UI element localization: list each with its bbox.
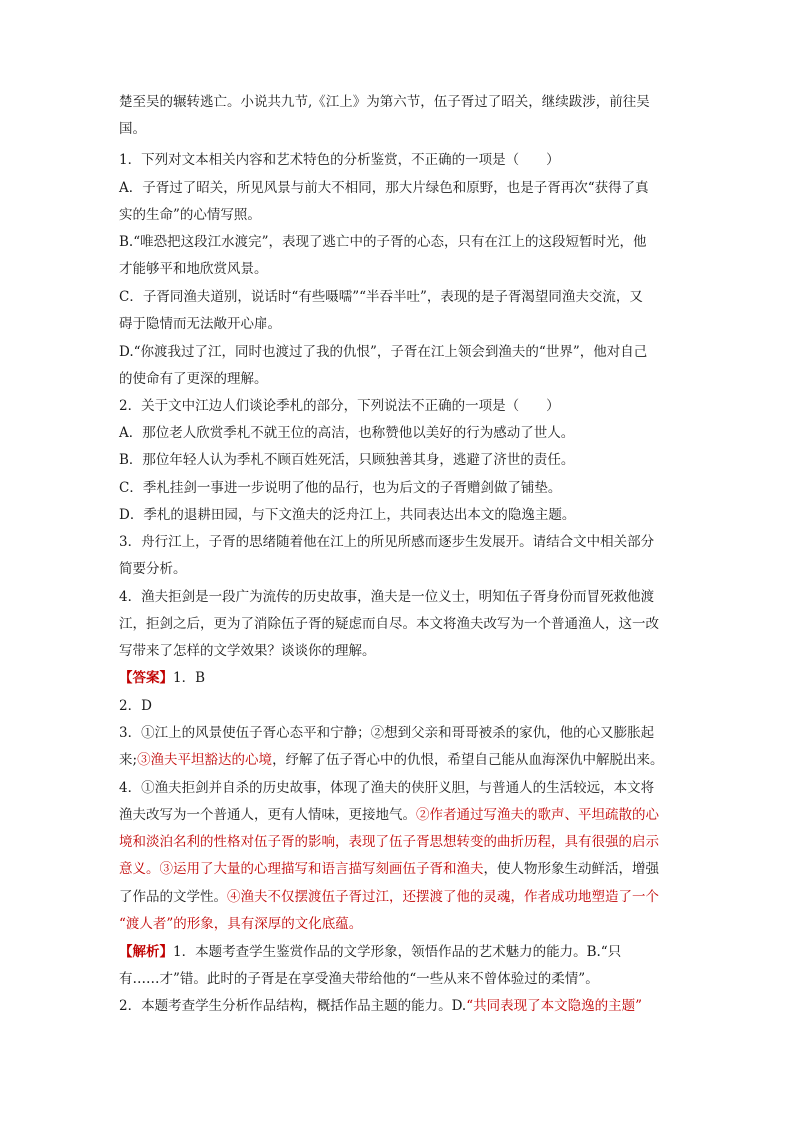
analysis-line: 2．本题考查学生分析作品结构，概括作品主题的能力。D.“共同表现了本文隐逸的主题” <box>119 998 643 1014</box>
option-c-line: C．季札挂剑一事进一步说明了他的品行，也为后文的子胥赠剑做了铺垫。 <box>119 480 562 496</box>
analysis-line: 【解析】1．本题考查学生鉴赏作品的文学形象，领悟作品的艺术魅力的能力。B.“只 <box>119 944 622 960</box>
option-a-line: A．子胥过了昭关，所见风景与前大不相同，那大片绿色和原野，也是子胥再次“获得了真 <box>119 180 649 196</box>
answer-line: 来;③渔夫平坦豁达的心境，纾解了伍子胥心中的仇恨，希望自己能从血海深仇中解脱出来。 <box>119 752 664 768</box>
analysis-line: 有……才”错。此时的子胥是在享受渔夫带给他的“一些从来不曾体验过的柔情”。 <box>119 971 599 987</box>
option-b-line: B．那位年轻人认为季札不顾百姓死活，只顾独善其身，逃避了济世的责任。 <box>119 452 575 468</box>
answer-line: 4．①渔夫拒剑并自杀的历史故事，体现了渔夫的侠肝义胆，与普通人的生活较远，本文将 <box>119 780 655 796</box>
answer-tag: 【答案】 <box>119 670 173 686</box>
answer-line: 2．D <box>119 698 152 714</box>
option-a-line: 实的生命”的心情写照。 <box>119 207 261 223</box>
analysis-tag: 【解析】 <box>119 944 173 960</box>
option-a-line: A．那位老人欣赏季札不就王位的高洁，也称赞他以美好的行为感动了世人。 <box>119 425 575 441</box>
question-4-stem: 江，拒剑之后，更为了消除伍子胥的疑虑而自尽。本文将渔夫改写为一个普通渔人，这一改 <box>119 616 659 632</box>
answer-line: 意义。③运用了大量的心理描写和语言描写刻画伍子胥和渔夫，使人物形象生动鲜活，增强 <box>119 861 659 877</box>
question-3-stem: 简要分析。 <box>119 561 187 577</box>
question-4-stem: 写带来了怎样的文学效果？谈谈你的理解。 <box>119 643 376 659</box>
answer-line: 3．①江上的风景使伍子胥心态平和宁静；②想到父亲和哥哥被杀的家仇，他的心又膨胀起 <box>119 725 655 741</box>
answer-line: “渡人者”的形象，具有深厚的文化底蕴。 <box>119 916 363 932</box>
answer-line: 了作品的文学性。④渔夫不仅摆渡伍子胥过江，还摆渡了他的灵魂，作者成功地塑造了一个 <box>119 889 659 905</box>
option-b-line: 才能够平和地欣赏风景。 <box>119 261 268 277</box>
answer-line: 境和淡泊名利的性格对伍子胥的影响，表现了伍子胥思想转变的曲折历程，具有很强的启示 <box>119 834 659 850</box>
text-line: 楚至吴的辗转逃亡。小说共九节,《江上》为第六节，伍子胥过了昭关，继续跋涉，前往吴 <box>119 94 650 110</box>
question-1-stem: 1．下列对文本相关内容和艺术特色的分析鉴赏，不正确的一项是（ ） <box>119 152 560 168</box>
question-4-stem: 4．渔夫拒剑是一段广为流传的历史故事，渔夫是一位义士，明知伍子胥身份而冒死救他渡 <box>119 589 655 605</box>
option-d-line: 的使命有了更深的理解。 <box>119 371 268 387</box>
question-3-stem: 3．舟行江上，子胥的思绪随着他在江上的所见所感而逐步生发展开。请结合文中相关部分 <box>119 534 655 550</box>
answer-line: 【答案】1．B <box>119 670 206 686</box>
option-d-line: D．季札的退耕田园，与下文渔夫的泛舟江上，共同表达出本文的隐逸主题。 <box>119 507 576 523</box>
option-c-line: C．子胥同渔夫道别，说话时“有些嗫嚅”“半吞半吐”，表现的是子胥渴望同渔夫交流，又 <box>119 289 643 305</box>
option-c-line: 碍于隐情而无法敞开心扉。 <box>119 316 281 332</box>
text-line: 国。 <box>119 121 146 137</box>
option-b-line: B.“唯恐把这段江水渡完”，表现了逃亡中的子胥的心态，只有在江上的这段短暂时光，他 <box>119 234 647 250</box>
option-d-line: D.“你渡我过了江，同时也渡过了我的仇恨”，子胥在江上领会到渔夫的“世界”，他对自己 <box>119 344 648 360</box>
question-2-stem: 2．关于文中江边人们谈论季札的部分，下列说法不正确的一项是（ ） <box>119 398 560 414</box>
answer-line: 渔夫改写为一个普通人，更有人情味，更接地气。②作者通过写渔夫的歌声、平坦疏散的心 <box>119 807 659 823</box>
